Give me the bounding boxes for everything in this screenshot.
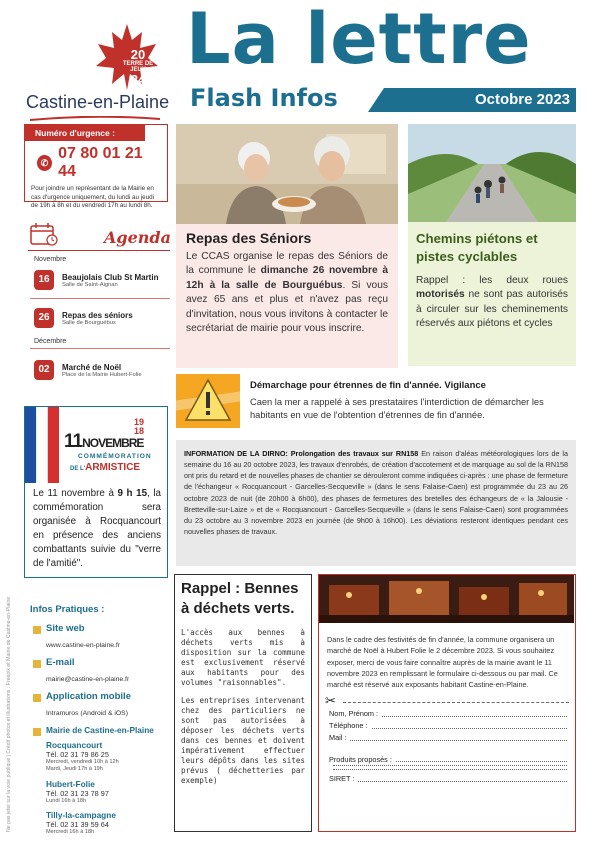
mairie-hours: Mercredi 16h à 18h xyxy=(46,828,95,835)
armistice-date xyxy=(64,432,143,451)
mairie-name: Rocquancourt xyxy=(46,740,103,750)
emergency-phone-number[interactable]: 07 80 01 21 44 xyxy=(58,145,143,180)
newsletter-title: La lettre xyxy=(186,0,532,80)
website-url[interactable]: www.castine-en-plaine.fr xyxy=(46,642,121,649)
calendar-icon xyxy=(30,222,58,246)
agenda-divider xyxy=(28,250,170,251)
mairie-entry xyxy=(46,810,170,836)
armistice-label: ARMISTICE xyxy=(85,462,141,473)
logo-swoosh xyxy=(30,116,160,122)
solicitation-text: Caen la mer a rappelé à ses prestataires l'interdiction de démarcher les habitants en vue de l'obtention d'étrennes de fin d'année. xyxy=(250,397,544,420)
mairie-entry xyxy=(46,779,170,805)
form-field-phone[interactable] xyxy=(319,720,575,732)
emergency-description: Pour joindre un représentant de la Mairie en cas d'urgence uniquement, du lundi au jeudi de 19h à 8h et du vendredi 17h au lundi 8h. xyxy=(31,185,155,209)
bike-paths-title: Chemins piétons et pistes cyclables xyxy=(416,231,538,264)
event-day-badge: 02 xyxy=(34,360,54,380)
email-info[interactable] xyxy=(30,657,170,686)
bike-paths-text-end: ne sont pas autorisés à circuler sur les cheminements réservés aux piétons et cycles xyxy=(416,289,568,330)
event-title: Marché de Noël xyxy=(62,362,122,372)
roadworks-text: En raison d'aléas météorologiques lors de la semaine du 16 au 20 octobre 2023, les travaux d'enrobés, de création d'accotement et de marquage au sol de la RN158 ont pris du retard et de nouvelles phases de chantier se dérouleront comme indiquées ci-après : une phase de fermeture de l'échangeur « Rocquancourt - Garcelles-Secqueville » (dans le sens Falaise-Caen) est programmée du 23 au 26 octobre 2023 de nuit (de 20h00 à 6h00), des phases de fermetures des bretelles des échangeurs de « la Jalousie - Bretteville-sur-Laize » et de « Rocquancourt - Garcelles-Secqueville » (dans le sens Falaise-Caen) sont programmées du 23 octobre au 3 novembre 2023 en journée (de 9h00 à 16h00). Les déviations resteront identiques pendant ces nouvelles phases de travaux. xyxy=(184,449,568,537)
event-title: Beaujolais Club St Martin xyxy=(62,272,159,282)
emergency-phone-row[interactable] xyxy=(25,141,167,183)
badge-number: 20 xyxy=(130,47,146,62)
form-label-name: Nom, Prénom : xyxy=(329,709,379,719)
green-waste-title: Rappel : Bennes à déchets verts. xyxy=(181,580,299,617)
solicitation-title: Démarchage pour étrennes de fin d'année. Vigilance xyxy=(250,380,486,391)
app-name: Intramuros (Android & iOS) xyxy=(46,710,128,717)
bike-paths-text-bold: motorisés xyxy=(416,289,465,301)
armistice-text-end: , la commémoration sera organisée à Rocquancourt en présence des anciens combattants suivie du "verre de l'amitié". xyxy=(33,488,161,569)
form-label-phone: Téléphone : xyxy=(329,721,368,731)
armistice-month: NOVEMBRE xyxy=(82,436,144,450)
christmas-market-photo xyxy=(319,575,574,623)
town-name: Castine-en-Plaine xyxy=(26,92,170,112)
green-waste-text-2: Les entreprises intervenant chez des particuliers ne sont pas autorisées à déposer les déchets verts dans ces bennes et doivent impérativement effectuer leurs dépôts dans les sites prévus ( déchetteries par exemple) xyxy=(181,696,305,786)
armistice-word xyxy=(70,462,140,473)
warning-panel xyxy=(176,374,240,428)
year-top: 19 xyxy=(134,417,145,427)
bike-paths-article xyxy=(408,222,576,366)
mairie-label: Mairie de Castine-en-Plaine xyxy=(46,725,154,735)
emergency-label: Numéro d'urgence : xyxy=(25,125,145,141)
form-field-products[interactable] xyxy=(319,754,575,766)
form-label-mail: Mail : xyxy=(329,732,347,742)
practical-info xyxy=(30,604,170,841)
mairie-info xyxy=(30,725,170,735)
practical-info-title: Infos Pratiques : xyxy=(30,604,105,615)
mairie-phone[interactable]: Tél. 02 31 23 78 97 xyxy=(46,788,109,798)
seniors-meal-text xyxy=(186,250,388,337)
roadworks-title: INFORMATION DE LA DIRNO: Prolongation des travaux sur RN158 xyxy=(184,449,419,458)
app-label: Application mobile xyxy=(46,691,131,702)
badge-year: 24 xyxy=(130,72,146,87)
event-place: Salle de Saint-Aignan xyxy=(62,281,118,288)
seniors-meal-article xyxy=(176,224,398,368)
green-waste-article xyxy=(174,574,312,832)
event-separator xyxy=(30,298,170,299)
armistice-year xyxy=(134,418,144,436)
solicitation-warning xyxy=(240,374,576,428)
date-band-edge xyxy=(368,88,384,112)
app-info xyxy=(30,691,170,720)
form-input-products-line3[interactable] xyxy=(333,769,567,770)
terre-de-jeux-badge xyxy=(118,48,158,86)
armistice-text-start: Le 11 novembre à xyxy=(33,488,118,499)
website-label: Site web xyxy=(46,623,85,634)
green-waste-text-1: L'accès aux bennes à déchets verts mis à disposition sur la commune est exclusivement réservé aux habitants pour des volumes "raisonnables". xyxy=(181,628,305,688)
year-bottom: 18 xyxy=(134,426,145,436)
agenda-event xyxy=(34,270,158,290)
mairie-phone[interactable]: Tél. 02 31 79 86 25 xyxy=(46,750,109,759)
bullet-square-icon xyxy=(33,728,41,736)
agenda-month-november: Novembre xyxy=(34,256,67,263)
event-day-badge: 16 xyxy=(34,270,54,290)
mairie-entry xyxy=(46,740,170,774)
bullet-square-icon xyxy=(33,626,41,634)
armistice-day: 11 xyxy=(64,431,83,452)
mairie-hours: Lundi 16h à 18h xyxy=(46,797,87,804)
form-input-products-line2[interactable] xyxy=(333,765,567,766)
issue-date: Octobre 2023 xyxy=(384,88,576,112)
form-label-siret: SIRET : xyxy=(329,774,355,784)
event-place: Place de la Mairie Hubert-Folie xyxy=(62,371,142,378)
emergency-box xyxy=(24,124,168,209)
form-input-phone[interactable] xyxy=(372,720,567,729)
agenda-title: Agenda xyxy=(104,228,171,247)
event-place: Salle de Bourguébus xyxy=(62,319,116,326)
french-flag xyxy=(25,407,59,483)
mairie-name: Hubert-Folie xyxy=(46,778,95,789)
agenda-month-december: Décembre xyxy=(34,338,67,345)
seniors-text-end: . Si vous avez 65 ans et plus et n'avez pas reçu d'invitation, nous vous invitons à contacter le secrétariat de mairie pour vous inscrire. xyxy=(186,279,388,335)
armistice-of: DE L' xyxy=(70,466,86,472)
scissors-icon: ✂ xyxy=(325,693,336,709)
website-info[interactable] xyxy=(30,623,170,652)
seniors-text-date: dimanche 26 novembre à 12h à la salle de Bourguébus xyxy=(186,265,388,291)
mairie-name: Tilly-la-campagne xyxy=(46,809,116,820)
agenda-event xyxy=(34,308,133,328)
commemoration-word: COMMÉMORATION xyxy=(78,453,152,460)
mairie-hours: Mercredi, vendredi 10h à 12h Mardi, Jeudi 17h à 19h xyxy=(46,759,119,773)
bike-paths-text-start: Rappel : les deux roues xyxy=(416,274,568,286)
mairie-phone[interactable]: Tél. 02 31 39 59 64 xyxy=(46,819,109,829)
event-title: Repas des séniors xyxy=(62,310,133,320)
bullet-square-icon xyxy=(33,694,41,702)
cut-line xyxy=(343,702,569,703)
bullet-square-icon xyxy=(33,660,41,668)
form-field-siret[interactable] xyxy=(319,773,575,785)
form-label-products: Produits proposés : xyxy=(329,754,392,764)
form-input-products[interactable] xyxy=(396,754,567,763)
christmas-market-box xyxy=(318,574,576,832)
phone-icon: ✆ xyxy=(37,155,52,171)
seniors-text-start: Le CCAS organise le repas des Séniors de la commune le xyxy=(186,251,388,277)
form-field-mail[interactable] xyxy=(319,732,575,744)
seniors-photo xyxy=(176,124,398,224)
event-day-badge: 26 xyxy=(34,308,54,328)
email-label: E-mail xyxy=(46,657,75,668)
christmas-market-text: Dans le cadre des festivités de fin d'année, la commune organisera un marché de Noël à Hubert Folie le 2 décembre 2023. Si vous souhaitez exposer, merci de vous faire connaître auprès de la mairie avant le 11 novembre 2023 en remplissant le formulaire ci-dessous ou par mail. Ce marché est réservé aux exposants habitant Castine-en-Plaine. xyxy=(327,635,558,690)
form-input-mail[interactable] xyxy=(350,732,567,741)
newsletter-subtitle: Flash Infos xyxy=(190,84,338,112)
email-address[interactable]: mairie@castine-en-plaine.fr xyxy=(46,676,130,683)
side-credit: Ne pas jeter sur la voie publique | Crédit photos et illustrations : Freepik et Mairie de Castine-en-Plaine xyxy=(6,596,12,832)
event-separator xyxy=(30,348,170,349)
roadworks-notice xyxy=(176,440,576,566)
bike-path-photo xyxy=(408,124,576,222)
armistice-time: 9 h 15 xyxy=(117,488,148,499)
warning-icon xyxy=(176,374,240,428)
form-input-siret[interactable] xyxy=(358,773,567,782)
agenda-event xyxy=(34,360,142,380)
badge-text: TERRE DE JEUX xyxy=(122,61,154,73)
seniors-meal-title: Repas des Séniors xyxy=(186,230,312,246)
bike-paths-text xyxy=(416,274,568,332)
